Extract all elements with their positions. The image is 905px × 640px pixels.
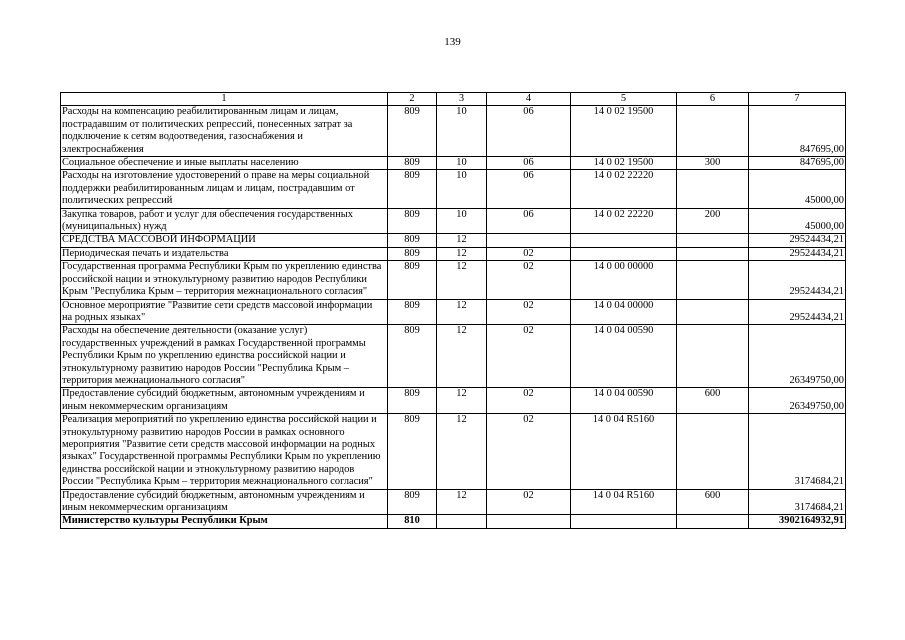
target-article-cell bbox=[571, 234, 677, 247]
department-code-cell: 809 bbox=[388, 261, 437, 299]
target-article-cell: 14 0 02 22220 bbox=[571, 208, 677, 234]
subsection-code-cell: 06 bbox=[487, 106, 571, 157]
expense-name-cell: СРЕДСТВА МАССОВОЙ ИНФОРМАЦИИ bbox=[61, 234, 388, 247]
expense-name-cell: Социальное обеспечение и иные выплаты населению bbox=[61, 157, 388, 170]
section-code-cell bbox=[437, 515, 487, 528]
department-code-cell: 809 bbox=[388, 234, 437, 247]
expense-name-cell: Закупка товаров, работ и услуг для обеспечения государственных (муниципальных) нужд bbox=[61, 208, 388, 234]
target-article-cell: 14 0 04 R5160 bbox=[571, 489, 677, 515]
amount-cell: 29524434,21 bbox=[749, 234, 846, 247]
table-body bbox=[61, 93, 846, 529]
target-article-cell: 14 0 02 19500 bbox=[571, 106, 677, 157]
table-row bbox=[61, 414, 846, 489]
subsection-code-cell bbox=[487, 515, 571, 528]
subsection-code-cell: 02 bbox=[487, 414, 571, 489]
subsection-code-cell: 06 bbox=[487, 170, 571, 208]
section-code-cell: 12 bbox=[437, 234, 487, 247]
section-code-cell: 12 bbox=[437, 247, 487, 260]
target-article-cell: 14 0 00 00000 bbox=[571, 261, 677, 299]
table-header-row bbox=[61, 93, 846, 106]
section-code-cell: 12 bbox=[437, 489, 487, 515]
target-article-cell bbox=[571, 515, 677, 528]
target-article-cell: 14 0 04 00590 bbox=[571, 325, 677, 388]
section-code-cell: 10 bbox=[437, 208, 487, 234]
expense-type-cell bbox=[677, 414, 749, 489]
target-article-cell: 14 0 04 00000 bbox=[571, 299, 677, 325]
header-cell: 2 bbox=[388, 93, 437, 106]
expense-name-cell: Министерство культуры Республики Крым bbox=[61, 515, 388, 528]
expense-name-cell: Периодическая печать и издательства bbox=[61, 247, 388, 260]
header-cell: 6 bbox=[677, 93, 749, 106]
expense-name-cell: Расходы на обеспечение деятельности (оказание услуг) государственных учреждений в рамках Государственной программы Республики Крым по укреплению единства российской нации и этнокультурному развитию народов России "Республика Крым – территория межнационального согласия" bbox=[61, 325, 388, 388]
header-cell: 7 bbox=[749, 93, 846, 106]
section-code-cell: 12 bbox=[437, 414, 487, 489]
section-code-cell: 10 bbox=[437, 157, 487, 170]
department-code-cell: 809 bbox=[388, 325, 437, 388]
expense-name-cell: Расходы на компенсацию реабилитированным лицам и лицам, пострадавшим от политических репрессий, понесенных затрат за подключение к сетям водоотведения, газоснабжения и электроснабжения bbox=[61, 106, 388, 157]
department-code-cell: 809 bbox=[388, 489, 437, 515]
amount-cell: 3174684,21 bbox=[749, 414, 846, 489]
amount-cell: 847695,00 bbox=[749, 157, 846, 170]
expense-name-cell: Предоставление субсидий бюджетным, автономным учреждениям и иным некоммерческим организациям bbox=[61, 388, 388, 414]
department-code-cell: 809 bbox=[388, 208, 437, 234]
department-code-cell: 809 bbox=[388, 170, 437, 208]
expense-type-cell bbox=[677, 299, 749, 325]
section-code-cell: 10 bbox=[437, 170, 487, 208]
amount-cell: 26349750,00 bbox=[749, 388, 846, 414]
subsection-code-cell: 02 bbox=[487, 261, 571, 299]
section-code-cell: 12 bbox=[437, 261, 487, 299]
target-article-cell bbox=[571, 247, 677, 260]
expense-type-cell: 300 bbox=[677, 157, 749, 170]
target-article-cell: 14 0 04 00590 bbox=[571, 388, 677, 414]
expense-name-cell: Государственная программа Республики Крым по укреплению единства российской нации и этнокультурному развитию народов Республики Крым "Республика Крым – территория межнационального согласия" bbox=[61, 261, 388, 299]
amount-cell: 29524434,21 bbox=[749, 247, 846, 260]
department-code-cell: 809 bbox=[388, 299, 437, 325]
department-code-cell: 809 bbox=[388, 106, 437, 157]
table-row bbox=[61, 106, 846, 157]
header-cell: 1 bbox=[61, 93, 388, 106]
table-row bbox=[61, 208, 846, 234]
expense-type-cell: 600 bbox=[677, 388, 749, 414]
table-row bbox=[61, 489, 846, 515]
expense-name-cell: Основное мероприятие "Развитие сети средств массовой информации на родных языках" bbox=[61, 299, 388, 325]
table-row bbox=[61, 157, 846, 170]
subsection-code-cell: 02 bbox=[487, 325, 571, 388]
expense-name-cell: Предоставление субсидий бюджетным, автономным учреждениям и иным некоммерческим организациям bbox=[61, 489, 388, 515]
table-row bbox=[61, 261, 846, 299]
expense-name-cell: Расходы на изготовление удостоверений о праве на меры социальной поддержки реабилитированным лицам и лицам, пострадавшим от политических репрессий bbox=[61, 170, 388, 208]
amount-cell: 29524434,21 bbox=[749, 299, 846, 325]
amount-cell: 45000,00 bbox=[749, 170, 846, 208]
amount-cell: 26349750,00 bbox=[749, 325, 846, 388]
table-row bbox=[61, 325, 846, 388]
expense-type-cell bbox=[677, 515, 749, 528]
department-code-cell: 809 bbox=[388, 247, 437, 260]
department-code-cell: 809 bbox=[388, 157, 437, 170]
section-code-cell: 12 bbox=[437, 299, 487, 325]
header-cell: 4 bbox=[487, 93, 571, 106]
expense-type-cell: 600 bbox=[677, 489, 749, 515]
department-code-cell: 809 bbox=[388, 414, 437, 489]
amount-cell: 3902164932,91 bbox=[749, 515, 846, 528]
table-row bbox=[61, 170, 846, 208]
subsection-code-cell: 06 bbox=[487, 157, 571, 170]
subsection-code-cell: 02 bbox=[487, 299, 571, 325]
budget-table bbox=[60, 92, 846, 529]
expense-type-cell bbox=[677, 106, 749, 157]
table-row bbox=[61, 247, 846, 260]
subsection-code-cell: 02 bbox=[487, 388, 571, 414]
expense-type-cell bbox=[677, 247, 749, 260]
expense-type-cell bbox=[677, 170, 749, 208]
target-article-cell: 14 0 02 22220 bbox=[571, 170, 677, 208]
table-row bbox=[61, 234, 846, 247]
expense-type-cell bbox=[677, 261, 749, 299]
expense-type-cell bbox=[677, 325, 749, 388]
target-article-cell: 14 0 04 R5160 bbox=[571, 414, 677, 489]
amount-cell: 45000,00 bbox=[749, 208, 846, 234]
amount-cell: 847695,00 bbox=[749, 106, 846, 157]
expense-name-cell: Реализация мероприятий по укреплению единства российской нации и этнокультурному развитию народов России в рамках основного мероприятия "Развитие сети средств массовой информации на родных языках" Государственной программы Республики Крым по укреплению единства российской нации и этнокультурному развитию народов России "Республика Крым – территория межнационального согласия" bbox=[61, 414, 388, 489]
subsection-code-cell bbox=[487, 234, 571, 247]
expense-type-cell bbox=[677, 234, 749, 247]
expense-type-cell: 200 bbox=[677, 208, 749, 234]
subsection-code-cell: 02 bbox=[487, 489, 571, 515]
amount-cell: 29524434,21 bbox=[749, 261, 846, 299]
table-row bbox=[61, 299, 846, 325]
header-cell: 3 bbox=[437, 93, 487, 106]
table-row bbox=[61, 515, 846, 528]
section-code-cell: 12 bbox=[437, 325, 487, 388]
page-number: 139 bbox=[444, 36, 461, 48]
subsection-code-cell: 06 bbox=[487, 208, 571, 234]
table-row bbox=[61, 388, 846, 414]
section-code-cell: 10 bbox=[437, 106, 487, 157]
department-code-cell: 810 bbox=[388, 515, 437, 528]
subsection-code-cell: 02 bbox=[487, 247, 571, 260]
department-code-cell: 809 bbox=[388, 388, 437, 414]
header-cell: 5 bbox=[571, 93, 677, 106]
section-code-cell: 12 bbox=[437, 388, 487, 414]
target-article-cell: 14 0 02 19500 bbox=[571, 157, 677, 170]
amount-cell: 3174684,21 bbox=[749, 489, 846, 515]
